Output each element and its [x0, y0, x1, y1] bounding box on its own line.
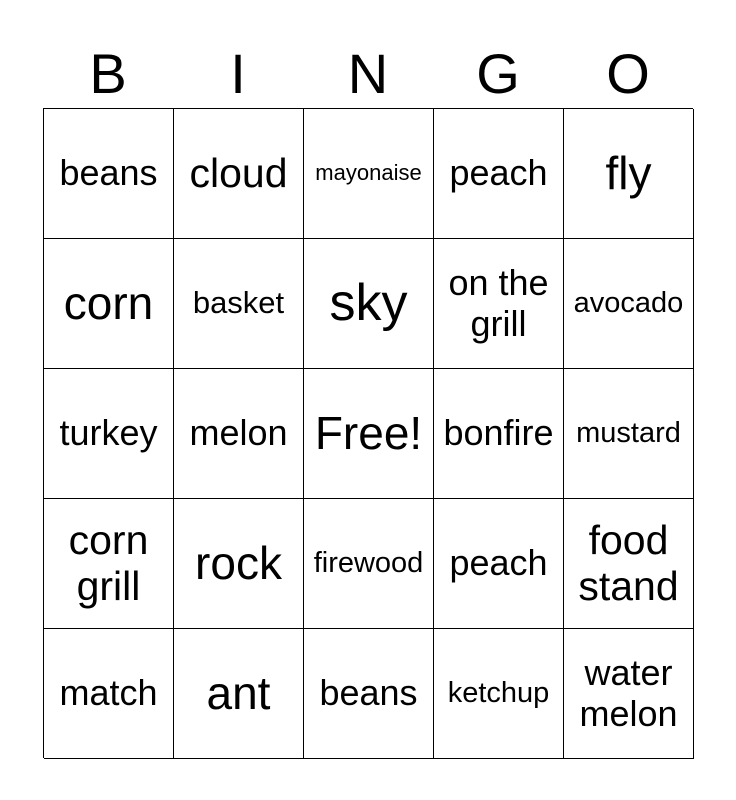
bingo-cell[interactable]: cloud — [174, 109, 304, 239]
bingo-cell[interactable]: food stand — [564, 499, 694, 629]
bingo-cell[interactable]: mustard — [564, 369, 694, 499]
header-letter-g: G — [476, 42, 520, 105]
bingo-cell[interactable]: sky — [304, 239, 434, 369]
header-letter-n: N — [347, 42, 389, 105]
bingo-board — [43, 108, 693, 758]
free-space-cell[interactable]: Free! — [304, 369, 434, 499]
bingo-cell[interactable]: peach — [434, 499, 564, 629]
bingo-cell[interactable]: match — [44, 629, 174, 759]
bingo-cell[interactable]: corn grill — [44, 499, 174, 629]
bingo-cell[interactable]: beans — [44, 109, 174, 239]
bingo-cell[interactable]: corn — [44, 239, 174, 369]
bingo-cell[interactable]: bonfire — [434, 369, 564, 499]
bingo-cell[interactable]: basket — [174, 239, 304, 369]
header-letter-b: B — [89, 42, 127, 105]
header-letter-i: I — [230, 42, 246, 105]
bingo-cell[interactable]: turkey — [44, 369, 174, 499]
bingo-header — [43, 40, 693, 108]
bingo-cell[interactable]: water melon — [564, 629, 694, 759]
bingo-cell[interactable]: melon — [174, 369, 304, 499]
bingo-cell[interactable]: on the grill — [434, 239, 564, 369]
bingo-cell[interactable]: ketchup — [434, 629, 564, 759]
bingo-cell[interactable]: avocado — [564, 239, 694, 369]
bingo-cell[interactable]: firewood — [304, 499, 434, 629]
header-letter-o: O — [606, 42, 650, 105]
bingo-cell[interactable]: beans — [304, 629, 434, 759]
bingo-cell[interactable]: rock — [174, 499, 304, 629]
bingo-cell[interactable]: ant — [174, 629, 304, 759]
bingo-cell[interactable]: mayonaise — [304, 109, 434, 239]
bingo-cell[interactable]: fly — [564, 109, 694, 239]
bingo-cell[interactable]: peach — [434, 109, 564, 239]
